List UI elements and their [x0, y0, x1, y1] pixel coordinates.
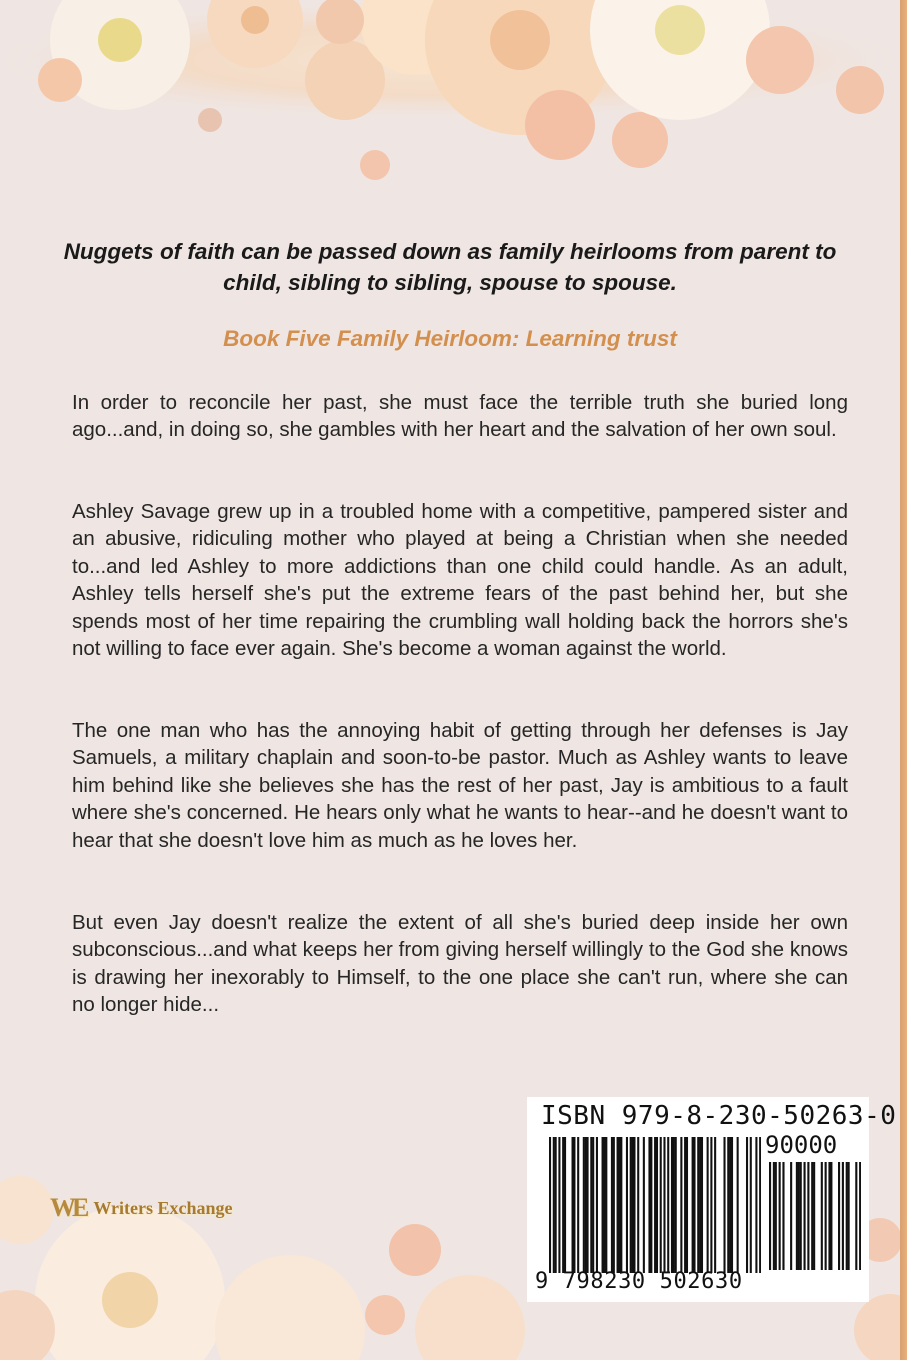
series-subtitle: Book Five Family Heirloom: Learning trust [223, 326, 677, 351]
barcode-bar [583, 1137, 585, 1273]
price-code: 90000 [765, 1131, 838, 1159]
barcode-bar [782, 1162, 784, 1270]
barcode-bar [673, 1137, 675, 1273]
barcode-bar [779, 1162, 781, 1270]
barcode-bar [585, 1137, 587, 1273]
barcode-bar [692, 1137, 694, 1273]
barcode-bar [750, 1137, 752, 1273]
barcode-bar [737, 1137, 739, 1273]
barcode-bar [572, 1137, 574, 1273]
barcode-bar [555, 1137, 557, 1273]
barcode-bar [549, 1137, 551, 1273]
spine-edge [900, 0, 907, 1360]
barcode-bar [587, 1137, 589, 1273]
barcode-bar [729, 1137, 731, 1273]
isbn-barcode [527, 1097, 897, 1302]
floral-border-top [0, 0, 900, 200]
barcode-bar [811, 1162, 813, 1270]
barcode-bar [773, 1162, 775, 1270]
barcode-bars [549, 1137, 761, 1273]
barcode-bar [775, 1162, 777, 1270]
barcode-bar [620, 1137, 622, 1273]
barcode-bar [633, 1137, 635, 1273]
barcode-bar [596, 1137, 598, 1273]
barcode-bar [807, 1162, 809, 1270]
barcode-bar [617, 1137, 619, 1273]
barcode-bar [663, 1137, 665, 1273]
barcode-bar [643, 1137, 645, 1273]
barcode-bar [699, 1137, 701, 1273]
barcode-bar [813, 1162, 815, 1270]
barcode-bar [825, 1162, 827, 1270]
barcode-bar [592, 1137, 594, 1273]
barcode-bar [800, 1162, 802, 1270]
barcode-bar [838, 1162, 840, 1270]
barcode-bar [693, 1137, 695, 1273]
barcode-bar [675, 1137, 677, 1273]
barcode-bar [755, 1137, 757, 1273]
barcode-bar [804, 1162, 806, 1270]
tagline: Nuggets of faith can be passed down as family heirlooms from parent to child, sibling to sibling, spouse to spouse. [63, 239, 837, 295]
barcode-bar [602, 1137, 604, 1273]
barcode-bar [558, 1137, 560, 1273]
barcode-bar [731, 1137, 733, 1273]
barcode-bar [632, 1137, 634, 1273]
barcode-bar [855, 1162, 857, 1270]
barcode-bar [590, 1137, 592, 1273]
barcode-bar [842, 1162, 844, 1270]
barcode-bar [723, 1137, 725, 1273]
barcode-bar [701, 1137, 703, 1273]
blurb-paragraph: In order to reconcile her past, she must face the terrible truth she buried long ago...and, in doing so, she gambles with her heart and the salvation of her own soul. [72, 391, 848, 442]
isbn-label: ISBN 979-8-230-50263-0 [541, 1101, 897, 1131]
barcode-bar [564, 1137, 566, 1273]
barcode-bar [630, 1137, 632, 1273]
barcode-bar [603, 1137, 605, 1273]
blurb-paragraph: Ashley Savage grew up in a troubled home with a competitive, pampered sister and an abusive, ridiculing mother who played at being a Christian when she needed to...and led Ashley to more addictions than one child could handle. As an adult, Ashley tells herself she's put the extreme fears of the past behind her, but she spends most of her time repairing the crumbling wall holding back the horrors she's not willing to face ever again. She's become a woman against the world. [72, 500, 848, 661]
barcode-bar [707, 1137, 709, 1273]
barcode-bar [710, 1137, 712, 1273]
barcode-bar [759, 1137, 761, 1273]
barcode-bar [828, 1162, 830, 1270]
barcode-bar [667, 1137, 669, 1273]
barcode-bar [796, 1162, 798, 1270]
barcode-bar [686, 1137, 688, 1273]
barcode-bar [573, 1137, 575, 1273]
barcode-bar [654, 1137, 656, 1273]
barcode-bar [648, 1137, 650, 1273]
publisher-name: Writers Exchange [93, 1197, 233, 1218]
publisher-mark-icon: WE [50, 1193, 86, 1222]
barcode-bar [697, 1137, 699, 1273]
barcode-bar [680, 1137, 682, 1273]
barcode-bar [650, 1137, 652, 1273]
barcode-bar [798, 1162, 800, 1270]
barcode-bar [846, 1162, 848, 1270]
barcode-bar [790, 1162, 792, 1270]
barcode-bar [769, 1162, 771, 1270]
barcode-bar [727, 1137, 729, 1273]
barcode-bar [848, 1162, 850, 1270]
barcode-bar [656, 1137, 658, 1273]
barcode-bar [859, 1162, 861, 1270]
barcode-bar [626, 1137, 628, 1273]
publisher-logo [50, 1188, 233, 1228]
barcode-bar [637, 1137, 639, 1273]
barcode-bar [746, 1137, 748, 1273]
blurb-paragraph: The one man who has the annoying habit of getting through her defenses is Jay Samuels, a military chaplain and soon-to-be pastor. Much as Ashley wants to leave him behind like she believes she has the rest of her past, Jay is ambitious to a fault where she's concerned. He hears only what he wants to hear--and he doesn't want to hear that she doesn't love him as much as he loves her. [72, 719, 848, 852]
barcode-bar [553, 1137, 555, 1273]
barcode-bar [562, 1137, 564, 1273]
barcode-bar [830, 1162, 832, 1270]
barcode-bar [821, 1162, 823, 1270]
barcode-bar [660, 1137, 662, 1273]
barcode-bar [613, 1137, 615, 1273]
barcode-bar [611, 1137, 613, 1273]
barcode-addon-bars [769, 1162, 861, 1270]
barcode-bar [605, 1137, 607, 1273]
barcode-bar [618, 1137, 620, 1273]
barcode-bar [684, 1137, 686, 1273]
barcode-digits: 9 798230 502630 [535, 1269, 743, 1294]
barcode-bar [577, 1137, 579, 1273]
barcode-bar [714, 1137, 716, 1273]
blurb-paragraph: But even Jay doesn't realize the extent of all she's buried deep inside her own subconscious...and what keeps her from giving herself willingly to the God she knows is drawing her inexorably to Himself, to the one place she can't run, where she can no longer hide... [72, 911, 848, 1017]
barcode-bar [671, 1137, 673, 1273]
